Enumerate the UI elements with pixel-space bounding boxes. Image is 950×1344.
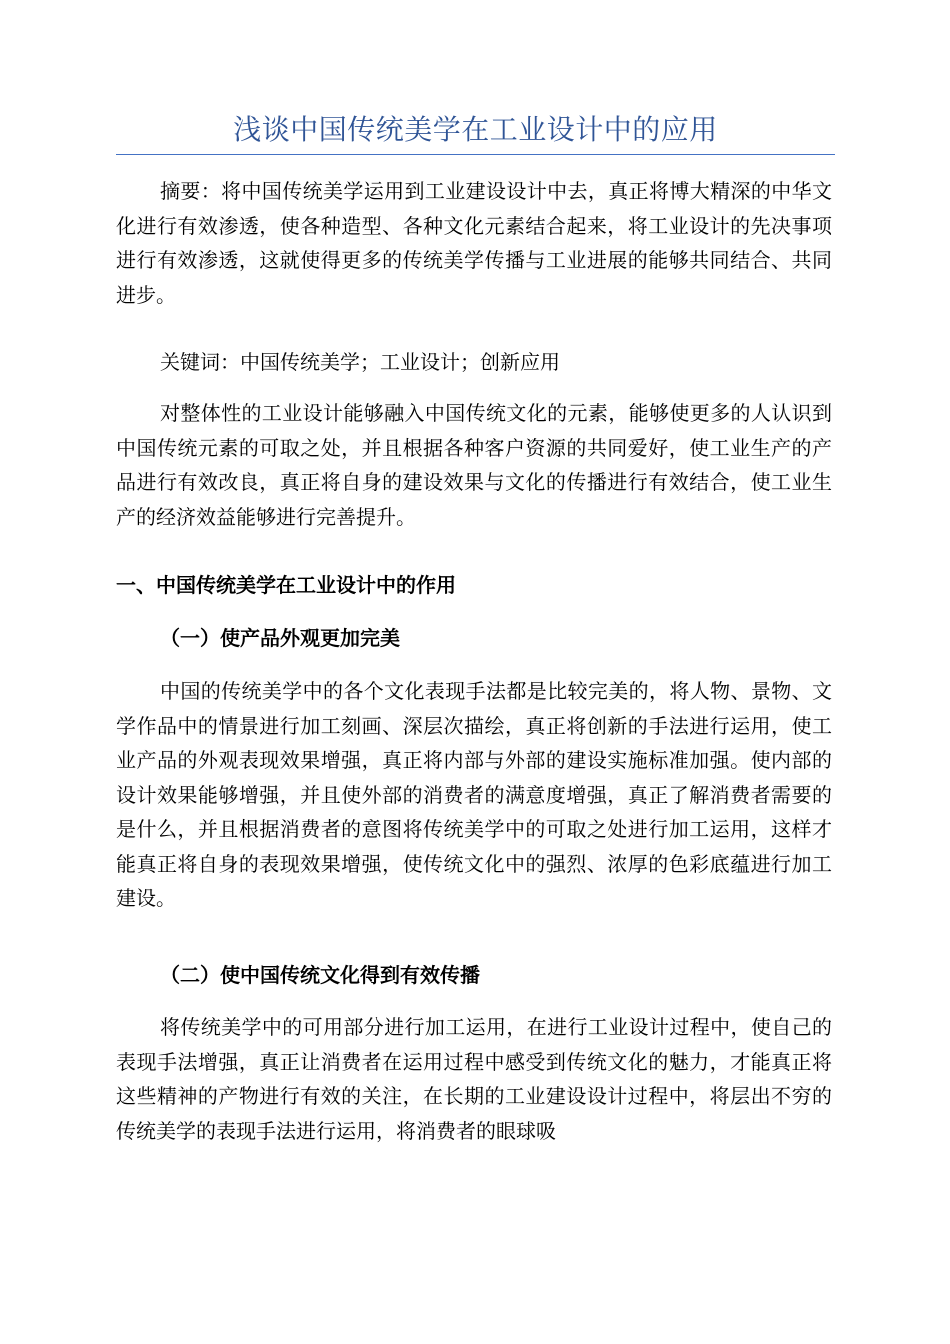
keywords-paragraph: 关键词：中国传统美学；工业设计；创新应用 xyxy=(160,350,560,374)
subsection-1-paragraph: 中国的传统美学中的各个文化表现手法都是比较完美的，将人物、景物、文学作品中的情景进行加工刻画、深层次描绘，真正将创新的手法进行运用，使工业产品的外观表现效果增强，真正将内部与外部的建设实施标准加强。使内部的设计效果能够增强，并且使外部的消费者的满意度增强，真正了解消费者需要的是什么，并且根据消费者的意图将传统美学中的可取之处进行加工运用，这样才能真正将自身的表现效果增强，使传统文化中的强烈、浓厚的色彩底蕴进行加工建设。 xyxy=(116,679,832,910)
document-title: 浅谈中国传统美学在工业设计中的应用 xyxy=(233,113,718,146)
section-heading-1: 一、中国传统美学在工业设计中的作用 xyxy=(116,573,456,597)
subsection-2-paragraph: 将传统美学中的可用部分进行加工运用，在进行工业设计过程中，使自己的表现手法增强，真正让消费者在运用过程中感受到传统文化的魅力，才能真正将这些精神的产物进行有效的关注，在长期的工业建设设计过程中，将层出不穷的传统美学的表现手法进行运用，将消费者的眼球吸 xyxy=(116,1015,832,1143)
intro-paragraph: 对整体性的工业设计能够融入中国传统文化的元素，能够使更多的人认识到中国传统元素的可取之处，并且根据各种客户资源的共同爱好，使工业生产的产品进行有效改良，真正将自身的建设效果与文化的传播进行有效结合，使工业生产的经济效益能够进行完善提升。 xyxy=(116,401,832,529)
title-underline xyxy=(116,154,835,155)
abstract-paragraph: 摘要：将中国传统美学运用到工业建设设计中去，真正将博大精深的中华文化进行有效渗透，使各种造型、各种文化元素结合起来，将工业设计的先决事项进行有效渗透，这就使得更多的传统美学传播与工业进展的能够共同结合、共同进步。 xyxy=(116,179,832,307)
subsection-heading-1: （一）使产品外观更加完美 xyxy=(160,626,400,650)
subsection-heading-2: （二）使中国传统文化得到有效传播 xyxy=(160,963,480,987)
